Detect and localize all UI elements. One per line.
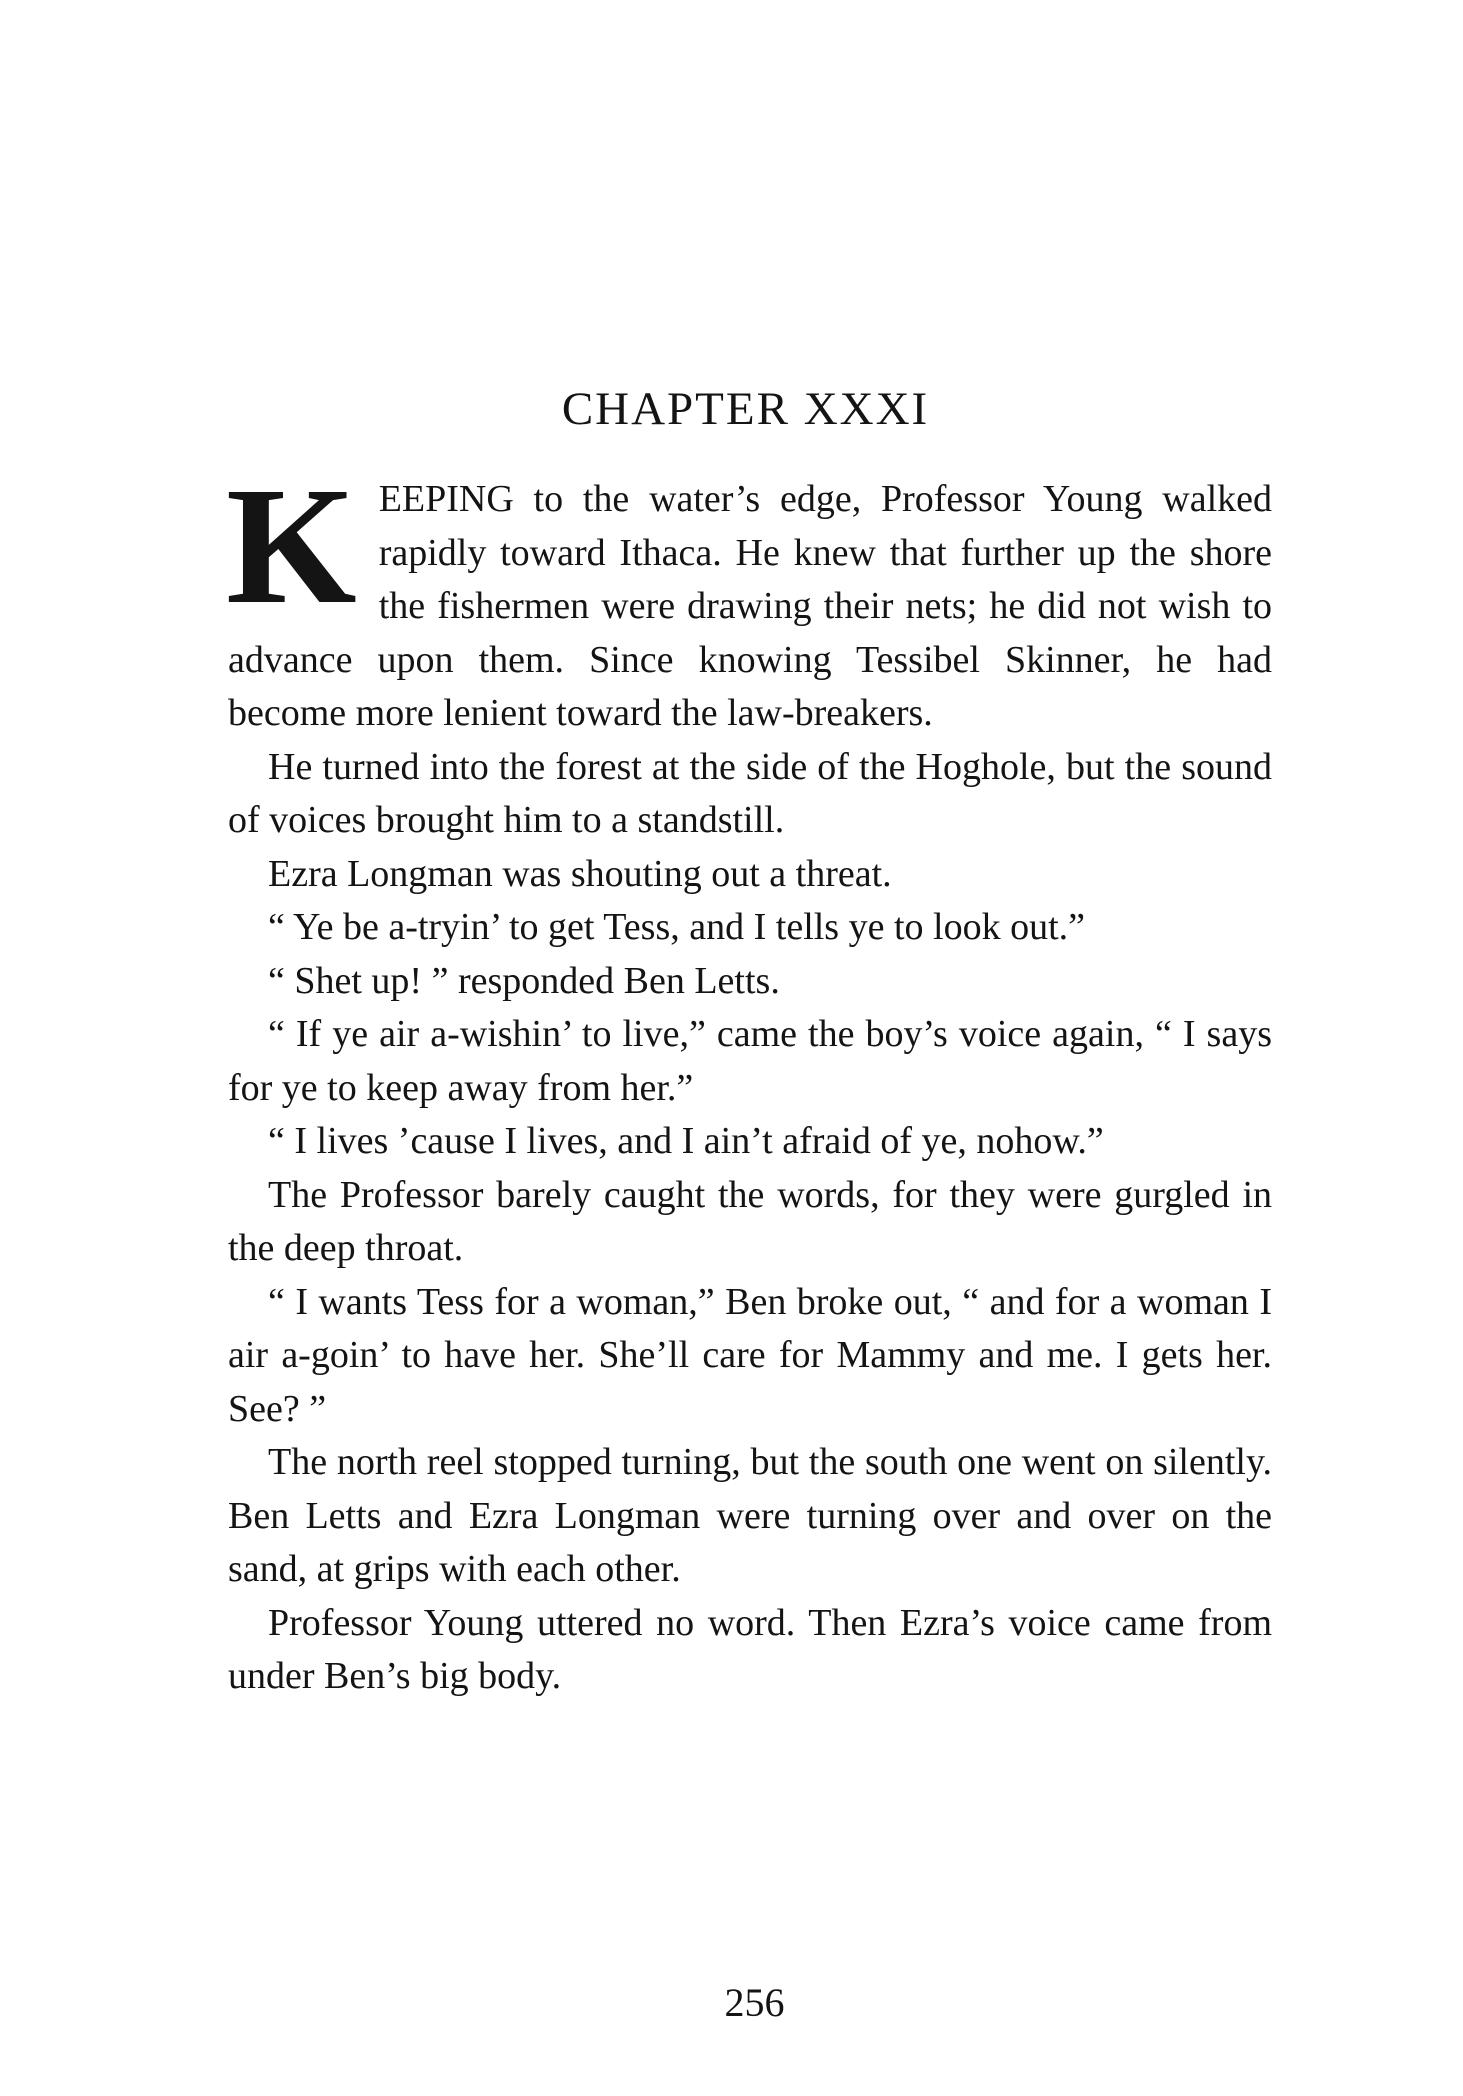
paragraph: “ I wants Tess for a woman,” Ben broke out, “ and for a woman I air a-goin’ to have her. She’ll care for Mammy and me. I gets her. See? ” — [228, 1280, 1272, 1430]
paragraph-opening — [226, 453, 1272, 741]
paragraph: He turned into the forest at the side of the Hoghole, but the sound of voices brought him to a standstill. — [228, 745, 1272, 841]
paragraph: “ Shet up! ” responded Ben Letts. — [268, 959, 780, 1002]
body-text — [226, 453, 1272, 1704]
paragraph: The north reel stopped turning, but the south one went on silently. Ben Letts and Ezra Longman were turning over and over on the sand, at grips with each other. — [228, 1441, 1272, 1590]
paragraph: The Professor barely caught the words, for they were gurgled in the deep throat. — [228, 1173, 1272, 1269]
page-number: 256 — [724, 1980, 785, 2025]
paragraph-opening-text: EEPING to the water’s edge, Professor Young walked rapidly toward Ithaca. He knew that further up the shore the fishermen were drawing their nets; he did not wish to advance upon them. Since knowing Tessibel Skinner, he had become more lenient toward the law-breakers. — [228, 478, 1272, 734]
paragraph: Professor Young uttered no word. Then Ezra’s voice came from under Ben’s big body. — [228, 1601, 1272, 1697]
drop-cap: K — [226, 453, 357, 639]
paragraph: “ I lives ’cause I lives, and I ain’t afraid of ye, nohow.” — [268, 1120, 1104, 1162]
paragraph: Ezra Longman was shouting out a threat. — [268, 852, 892, 895]
paragraph: “ If ye air a-wishin’ to live,” came the boy’s voice again, “ I says for ye to keep away from her.” — [228, 1013, 1272, 1109]
chapter-heading: CHAPTER XXXI — [561, 383, 930, 435]
paragraph: “ Ye be a-tryin’ to get Tess, and I tells ye to look out.” — [268, 906, 1085, 948]
